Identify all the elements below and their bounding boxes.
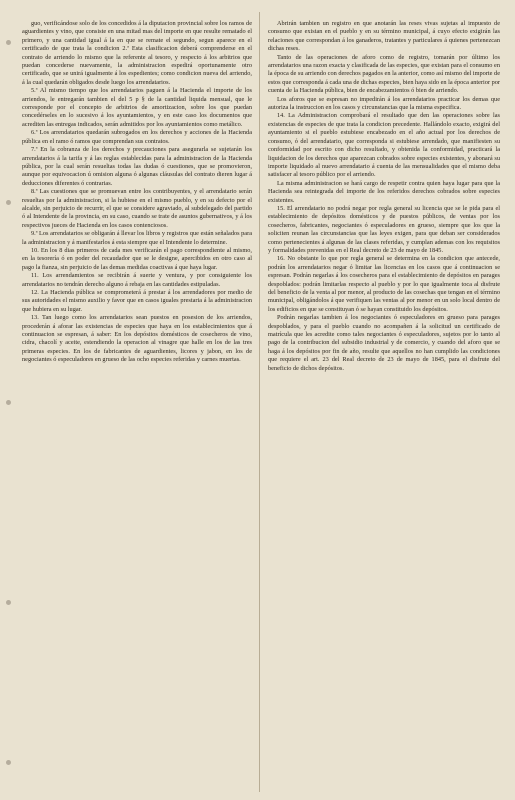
paragraph: 5.ª Al mismo tiempo que los arrendatarios paguen á la Hacienda el importe de los arriendos, le entregarán tambien el del 5 p § de la cantidad liquida mensual, que le corresponde por el concepto de arbitrios de amortizacion, sobre los que puedan concedérseles en lo sucesivo á los ayuntamientos, y en este caso los documentos que acrediten las entregas indicados, serán admitidos por los ayuntamientos como metálico. — [22, 87, 252, 128]
paragraph: 14. La Administracion comprobará el resultado que den las operaciones sobre las existencias de especies de que trata la condicion precedente. Hallándolo exacto, exigirá del ayuntamiento si el pueblo estubiese encabezado en el año actual por los derechos de consumo, ó del arrendatario, que corresponda si estubiese arrendado, que manifiesten su conformidad por escrito con dicho resultado, y obtenida la conformidad, practicará la liquidacion de los derechos que aparezcan cobrados sobre especies existentes, y abonará su importe liquidado al nuevo arrendatario á cuenta de las mensualidades que el mismo deba satisfacer al tesoro público por el arriendo. — [268, 112, 500, 179]
paragraph: 11. Los arrendamientos se recibirán á suerte y ventura, y por consiguiente los arrendatarios no tendrán derecho alguno á rebaja en las cantidades estipuladas. — [22, 272, 252, 288]
paragraph: Tanto de las operaciones de aforo como de registro, tomarán por último los arrendatarios una razon exacta y clasificada de las especies, que existan para el consumo en la época de su arriendo con derechos pagados en la anterior, como así mismo del importe de estos que corresponda á cada una de dichas especies, bien haya sido en la época anterior por cuenta de la Hacienda pública, bien de encabezamientos ó bien de arriendo. — [268, 53, 500, 95]
paragraph: La misma administracion se hará cargo de respetir contra quien haya lugar para que la Hacienda sea reintegrada del importe de los referidos derechos cobrados sobre especies existentes. — [268, 179, 500, 204]
binding-hole — [6, 40, 11, 45]
right-column — [268, 20, 500, 790]
paragraph: 12. La Hacienda pública se comprometerá á prestar á los arrendadores por medio de sus autoridades el mismo auxilio y favor que en casos iguales prestaria á la administracion que hubiera en su lugar. — [22, 289, 252, 313]
paragraph: 16. No obstante lo que por regla general se determina en la condicion que antecede, podrán los arrendatarios negar ó limitar las licencias en los casos que á continuacion se espresan. Podrán negarlas á los cosecheros para el establecimiento de depósitos en parages despoblados: podrán limitarlas respecto al pueblo y por lo que igualmente toca al disfrute del beneficio de la venta al por menor, al producto de las cosechas que tengan en el término municipal, obligándolos á que verifiquen las ventas al por menor en un solo local dentro de los edificios en que se constituyan ó se hayan constituido los depósitos. — [268, 255, 500, 313]
paragraph: 6.ª Los arrendatarios quedarán subrogados en los derechos y acciones de la Hacienda pública en el ramo ó ramos que comprendan sus contratos. — [22, 129, 252, 145]
binding-holes — [6, 0, 16, 800]
paragraph: 9.ª Los arrendatarios se obligarán á llevar los libros y registros que están señalados para la administracion y á manifestarlos á esta siempre que el Intendente lo determine. — [22, 230, 252, 246]
column-divider — [259, 12, 260, 792]
paragraph: Los aforos que se espresan no impedirán á los arrendatarios practicar los demas que autoriza la instruccion en los casos y circunstancias que la misma especifica. — [268, 95, 500, 112]
binding-hole — [6, 400, 11, 405]
paragraph: 8.ª Las cuestiones que se promuevan entre los contribuyentes, y el arrendatario serán resueltas por la administracion, si la hubiese en el mismo pueblo, y en su defecto por el alcalde, sin perjuicio de recurrir, el que se considere agraviado, al subdelegado del partido ó al Intendente de la provincia, en su caso, cuando se trate de asuntos gubernativos, y á los respectivos jueces de Hacienda en los casos contenciosos. — [22, 188, 252, 229]
paragraph: guo, verificándose solo de los concedidos á la diputacion provincial sobre los ramos de aguardientes y vino, que consiste en una mitad mas del importe en que resulte rematado el primero, y una cantidad igual á la en que se remate el segundo, segun aparece en el certificado de que trata la condicion 2.ª Esta clasificacion deberá comprenderse en el contrato de arriendo lo mismo que la referente al tesoro, y respecto á los arbitrios que puedan concederse nuevamente, la administracion espedirá oportunamente otro certificado, que se unirá igualmente á los espedientes; como condicion nueva del arriendo, á la cual quedarán obligados desde luego los arrendatarios. — [22, 20, 252, 86]
binding-hole — [6, 200, 11, 205]
binding-hole — [6, 760, 11, 765]
paragraph: Podrán negarlas tambien á los negociantes ó especuladores en grueso para parages despoblados, y para el pueblo cuando no acompañen á la solicitud un certificado de matrícula que les acredite como tales negociantes ó especuladores, sujetos por lo tanto al pago de la contribucion del subsidio industrial y de comercio, y cuando del aforo que se haga á los depósitos por fin de año, resulte que aquellos no han cumplido las condiciones que requiere el art. 23 del Real decreto de 23 de mayo de 1845, para el disfrute del beneficio de dichos depósitos. — [268, 314, 500, 372]
paragraph: Abrirán tambien un registro en que anotarán las reses vivas sujetas al impuesto de consumo que existan en el pueblo y en su término municipal, á cuyo efecto exigirán las relaciones que correspondan á los ganaderos, tratantes y particulares á quienes pertenezcan dichas reses. — [268, 20, 500, 53]
paragraph: 7.ª En la cobranza de los derechos y precauciones para asegurarla se sujetarán los arrendatarios á la tarifa y á las reglas establecidas para la administracion de la Hacienda pública, por la cual serán resueltas todas las dudas ó cuestiones, que se promovieron, aunque por equivocacion ú omision alguna ó algunas cláusulas del contrato dieren lugar á deducciones diferentes ó contrarias. — [22, 146, 252, 187]
binding-hole — [6, 600, 11, 605]
paragraph: 10. En los 8 dias primeros de cada mes verificarán el pago correspondiente al mismo, en la tesorería ó en poder del recaudador que se le designe, apercibidos en otro caso al pago la fianza, sin perjuicio de las demas medidas coactivas á que haya lugar. — [22, 246, 252, 271]
paragraph: 13. Tan luego como los arrendatarios sean puestos en posesion de los arriendos, procederán á aforar las existencias de especies que haya en los establecimientos que á continuacion se espresan, á saber: En los depósitos domésticos de cosecheros de vino, cidra, chacolí y aceite, estendiendo la operacion al vinagre que halle en los de las tres primeras especies. En los de fabricantes de aguardientes, licores y jabon, en los de negociantes ó especuladores en grueso de las ocho especies referidas y carnes muertas. — [22, 314, 252, 364]
paragraph: 15. El arrendatario no podrá negar por regla general su licencia que se le pida para el establecimiento de depósitos domésticos y de puestos públicos, de ventas por los cosecheros, fabricantes, negociantes ó especuladores en grueso, siempre que los que la soliciten reunan las circunstancias que las leyes exigen, para que deban ser considerados como pertenecientes á algunas de las clases referidas, y cumplan ademas con los requisitos y formalidades prevenidas en el Real decreto de 23 de mayo de 1845. — [268, 204, 500, 254]
left-column — [22, 20, 252, 790]
